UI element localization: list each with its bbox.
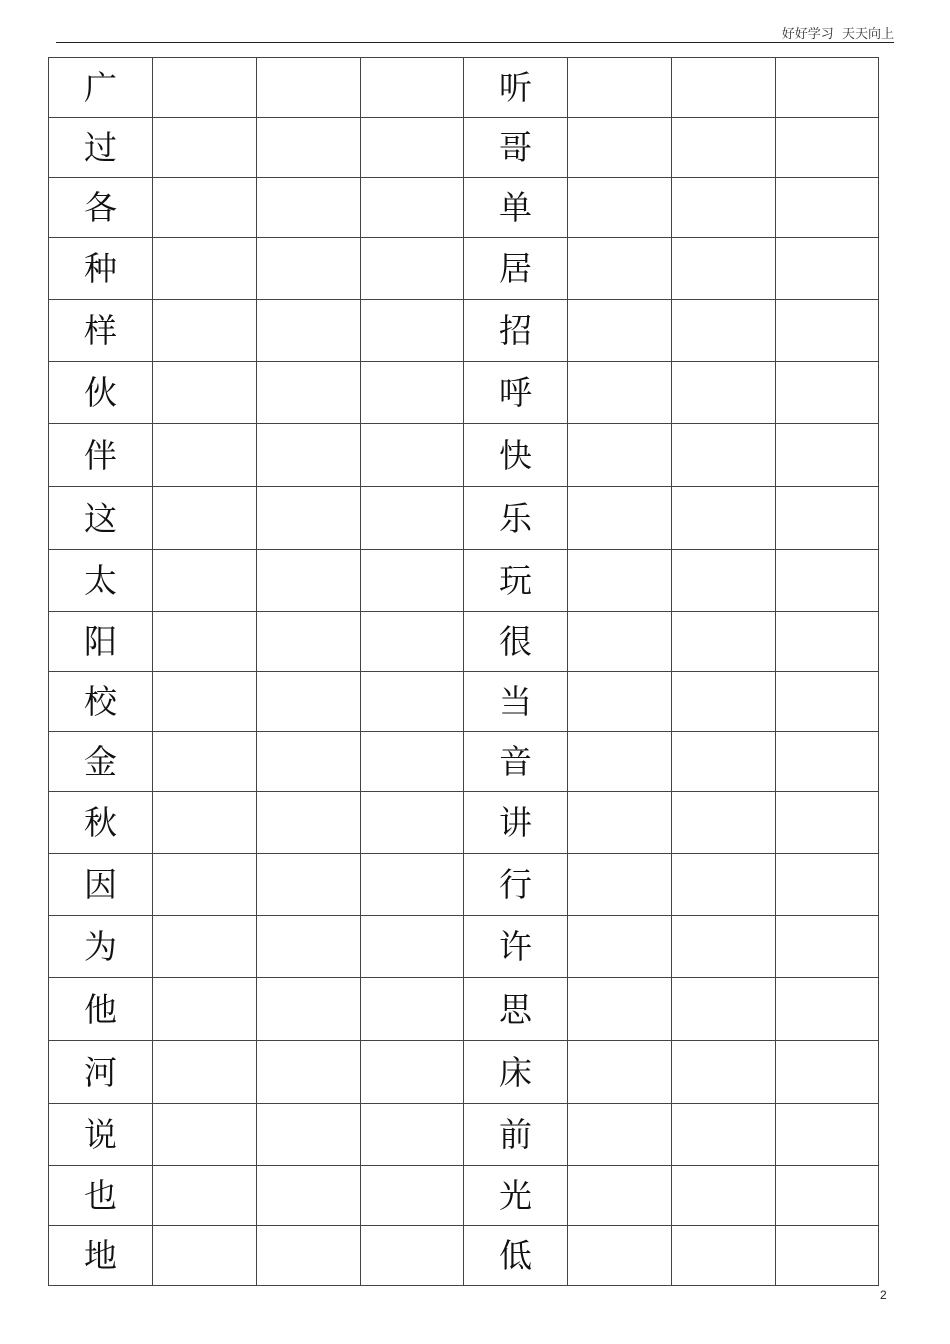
model-character-cell xyxy=(49,1166,153,1226)
grid-row xyxy=(49,300,879,362)
grid-row xyxy=(49,550,879,612)
practice-cell xyxy=(361,854,464,916)
practice-cell xyxy=(568,854,672,916)
practice-cell xyxy=(153,1041,257,1104)
practice-cell xyxy=(153,612,257,672)
practice-cell xyxy=(672,916,776,978)
practice-cell xyxy=(361,1104,464,1166)
model-character: 低 xyxy=(499,1236,532,1275)
practice-cell xyxy=(257,550,361,612)
practice-cell xyxy=(153,362,257,424)
grid-row xyxy=(49,792,879,854)
grid-row xyxy=(49,1104,879,1166)
model-character-cell xyxy=(464,118,568,178)
model-character-cell xyxy=(49,424,153,487)
grid-row xyxy=(49,362,879,424)
practice-cell xyxy=(257,300,361,362)
practice-cell xyxy=(776,916,879,978)
practice-cell xyxy=(776,1226,879,1286)
practice-cell xyxy=(672,362,776,424)
practice-cell xyxy=(361,978,464,1041)
model-character: 广 xyxy=(84,68,117,107)
practice-cell xyxy=(153,792,257,854)
practice-cell xyxy=(672,58,776,118)
grid-row xyxy=(49,1166,879,1226)
practice-cell xyxy=(776,178,879,238)
practice-cell xyxy=(776,550,879,612)
practice-cell xyxy=(776,978,879,1041)
model-character-cell xyxy=(464,58,568,118)
practice-cell xyxy=(568,1166,672,1226)
practice-cell xyxy=(672,732,776,792)
practice-cell xyxy=(361,792,464,854)
model-character: 行 xyxy=(499,865,532,904)
practice-cell xyxy=(361,300,464,362)
model-character-cell xyxy=(464,300,568,362)
model-character-cell xyxy=(464,672,568,732)
model-character-cell xyxy=(464,1166,568,1226)
model-character-cell xyxy=(464,978,568,1041)
practice-cell xyxy=(568,1226,672,1286)
practice-cell xyxy=(672,178,776,238)
practice-cell xyxy=(257,672,361,732)
practice-cell xyxy=(568,550,672,612)
grid-row xyxy=(49,178,879,238)
practice-cell xyxy=(257,424,361,487)
model-character-cell xyxy=(464,1104,568,1166)
practice-cell xyxy=(257,178,361,238)
practice-cell xyxy=(257,487,361,550)
practice-cell xyxy=(257,792,361,854)
practice-cell xyxy=(568,1041,672,1104)
practice-cell xyxy=(568,1104,672,1166)
practice-cell xyxy=(672,550,776,612)
grid-row xyxy=(49,612,879,672)
practice-cell xyxy=(153,732,257,792)
model-character: 各 xyxy=(84,188,117,227)
model-character-cell xyxy=(49,732,153,792)
model-character-cell xyxy=(464,362,568,424)
model-character: 因 xyxy=(84,865,117,904)
page-header-text: 好好学习 天天向上 xyxy=(781,27,894,42)
practice-cell xyxy=(153,178,257,238)
practice-cell xyxy=(361,1166,464,1226)
practice-cell xyxy=(153,300,257,362)
practice-cell xyxy=(672,978,776,1041)
model-character: 单 xyxy=(499,188,532,227)
practice-cell xyxy=(672,487,776,550)
model-character: 呼 xyxy=(499,373,532,412)
model-character-cell xyxy=(464,487,568,550)
grid-row xyxy=(49,854,879,916)
model-character-cell xyxy=(49,550,153,612)
practice-cell xyxy=(672,1226,776,1286)
model-character-cell xyxy=(49,58,153,118)
practice-cell xyxy=(361,612,464,672)
practice-cell xyxy=(361,550,464,612)
model-character: 河 xyxy=(84,1052,117,1092)
model-character-cell xyxy=(464,612,568,672)
model-character: 听 xyxy=(499,68,532,107)
practice-cell xyxy=(672,238,776,300)
practice-cell xyxy=(568,118,672,178)
model-character: 伙 xyxy=(84,373,117,412)
practice-cell xyxy=(672,1166,776,1226)
practice-cell xyxy=(776,362,879,424)
practice-cell xyxy=(361,487,464,550)
model-character: 当 xyxy=(499,682,532,721)
practice-cell xyxy=(568,732,672,792)
model-character-cell xyxy=(49,300,153,362)
practice-cell xyxy=(153,1104,257,1166)
model-character: 阳 xyxy=(84,622,117,661)
practice-cell xyxy=(568,672,672,732)
practice-cell xyxy=(568,238,672,300)
grid-row xyxy=(49,732,879,792)
model-character-cell xyxy=(49,1226,153,1286)
model-character-cell xyxy=(464,916,568,978)
model-character: 地 xyxy=(84,1236,117,1275)
practice-cell xyxy=(361,1226,464,1286)
practice-cell xyxy=(361,118,464,178)
practice-cell xyxy=(257,854,361,916)
practice-cell xyxy=(776,1041,879,1104)
practice-cell xyxy=(672,612,776,672)
grid-row xyxy=(49,58,879,118)
practice-cell xyxy=(776,424,879,487)
model-character-cell xyxy=(49,238,153,300)
page-number: 2 xyxy=(880,1288,887,1302)
practice-cell xyxy=(672,672,776,732)
practice-cell xyxy=(776,238,879,300)
model-character: 过 xyxy=(84,128,117,167)
model-character: 伴 xyxy=(84,435,117,475)
practice-cell xyxy=(257,732,361,792)
model-character: 也 xyxy=(84,1176,117,1215)
practice-cell xyxy=(361,672,464,732)
practice-cell xyxy=(257,612,361,672)
practice-cell xyxy=(776,672,879,732)
practice-cell xyxy=(568,792,672,854)
model-character-cell xyxy=(49,118,153,178)
practice-cell xyxy=(776,792,879,854)
model-character: 他 xyxy=(84,989,117,1029)
model-character: 秋 xyxy=(84,803,117,842)
practice-cell xyxy=(568,612,672,672)
practice-cell xyxy=(568,916,672,978)
practice-cell xyxy=(153,916,257,978)
practice-cell xyxy=(153,978,257,1041)
model-character: 这 xyxy=(84,498,117,538)
practice-grid xyxy=(48,57,879,1286)
model-character-cell xyxy=(49,1104,153,1166)
practice-cell xyxy=(153,424,257,487)
practice-cell xyxy=(568,487,672,550)
model-character: 床 xyxy=(499,1052,532,1092)
model-character: 种 xyxy=(84,249,117,288)
model-character-cell xyxy=(464,854,568,916)
model-character: 样 xyxy=(84,311,117,350)
practice-cell xyxy=(153,1166,257,1226)
model-character: 前 xyxy=(499,1115,532,1154)
grid-row xyxy=(49,424,879,487)
model-character-cell xyxy=(49,178,153,238)
practice-cell xyxy=(257,238,361,300)
practice-cell xyxy=(672,1041,776,1104)
practice-cell xyxy=(568,300,672,362)
practice-cell xyxy=(776,854,879,916)
practice-cell xyxy=(568,178,672,238)
model-character-cell xyxy=(49,1041,153,1104)
practice-cell xyxy=(776,1104,879,1166)
model-character: 很 xyxy=(499,622,532,661)
model-character-cell xyxy=(49,978,153,1041)
practice-cell xyxy=(153,1226,257,1286)
model-character: 为 xyxy=(84,927,117,966)
grid-row xyxy=(49,978,879,1041)
practice-cell xyxy=(672,854,776,916)
practice-cell xyxy=(776,732,879,792)
grid-row xyxy=(49,1041,879,1104)
practice-cell xyxy=(361,238,464,300)
practice-cell xyxy=(361,178,464,238)
model-character: 太 xyxy=(84,561,117,600)
practice-cell xyxy=(776,58,879,118)
model-character-cell xyxy=(49,612,153,672)
practice-cell xyxy=(153,854,257,916)
practice-cell xyxy=(153,118,257,178)
model-character-cell xyxy=(464,550,568,612)
practice-cell xyxy=(361,362,464,424)
model-character-cell xyxy=(49,854,153,916)
header-divider xyxy=(56,42,894,43)
grid-row xyxy=(49,1226,879,1286)
model-character: 快 xyxy=(499,435,532,475)
practice-cell xyxy=(257,978,361,1041)
model-character: 说 xyxy=(84,1115,117,1154)
practice-cell xyxy=(776,612,879,672)
model-character: 许 xyxy=(499,927,532,966)
model-character: 玩 xyxy=(499,561,532,600)
practice-cell xyxy=(257,362,361,424)
practice-cell xyxy=(776,1166,879,1226)
model-character-cell xyxy=(464,792,568,854)
grid-row xyxy=(49,672,879,732)
practice-cell xyxy=(568,424,672,487)
model-character-cell xyxy=(464,178,568,238)
model-character: 音 xyxy=(499,742,532,781)
grid-row xyxy=(49,916,879,978)
model-character-cell xyxy=(464,1041,568,1104)
practice-cell xyxy=(257,1226,361,1286)
model-character: 光 xyxy=(499,1176,532,1215)
practice-cell xyxy=(361,732,464,792)
practice-cell xyxy=(361,1041,464,1104)
practice-cell xyxy=(361,424,464,487)
practice-cell xyxy=(257,118,361,178)
practice-cell xyxy=(361,916,464,978)
practice-cell xyxy=(672,118,776,178)
practice-cell xyxy=(361,58,464,118)
model-character: 哥 xyxy=(499,128,532,167)
practice-cell xyxy=(153,487,257,550)
grid-row xyxy=(49,118,879,178)
practice-cell xyxy=(568,978,672,1041)
practice-cell xyxy=(153,550,257,612)
model-character: 招 xyxy=(499,311,532,350)
practice-cell xyxy=(257,1166,361,1226)
practice-cell xyxy=(776,300,879,362)
model-character-cell xyxy=(49,916,153,978)
model-character-cell xyxy=(464,238,568,300)
grid-row xyxy=(49,238,879,300)
practice-cell xyxy=(153,58,257,118)
practice-cell xyxy=(672,300,776,362)
model-character: 讲 xyxy=(499,803,532,842)
practice-cell xyxy=(672,792,776,854)
grid-row xyxy=(49,487,879,550)
practice-cell xyxy=(153,238,257,300)
practice-cell xyxy=(672,1104,776,1166)
model-character: 思 xyxy=(499,989,532,1029)
model-character: 校 xyxy=(84,682,117,721)
practice-cell xyxy=(257,1104,361,1166)
practice-cell xyxy=(257,916,361,978)
model-character: 居 xyxy=(499,249,532,288)
model-character-cell xyxy=(464,424,568,487)
practice-cell xyxy=(672,424,776,487)
model-character: 金 xyxy=(84,742,117,781)
practice-cell xyxy=(776,487,879,550)
practice-cell xyxy=(257,58,361,118)
model-character-cell xyxy=(464,732,568,792)
model-character: 乐 xyxy=(499,498,532,538)
model-character-cell xyxy=(49,672,153,732)
practice-cell xyxy=(153,672,257,732)
model-character-cell xyxy=(49,792,153,854)
practice-cell xyxy=(257,1041,361,1104)
practice-cell xyxy=(568,58,672,118)
practice-cell xyxy=(776,118,879,178)
model-character-cell xyxy=(49,362,153,424)
practice-cell xyxy=(568,362,672,424)
model-character-cell xyxy=(464,1226,568,1286)
model-character-cell xyxy=(49,487,153,550)
